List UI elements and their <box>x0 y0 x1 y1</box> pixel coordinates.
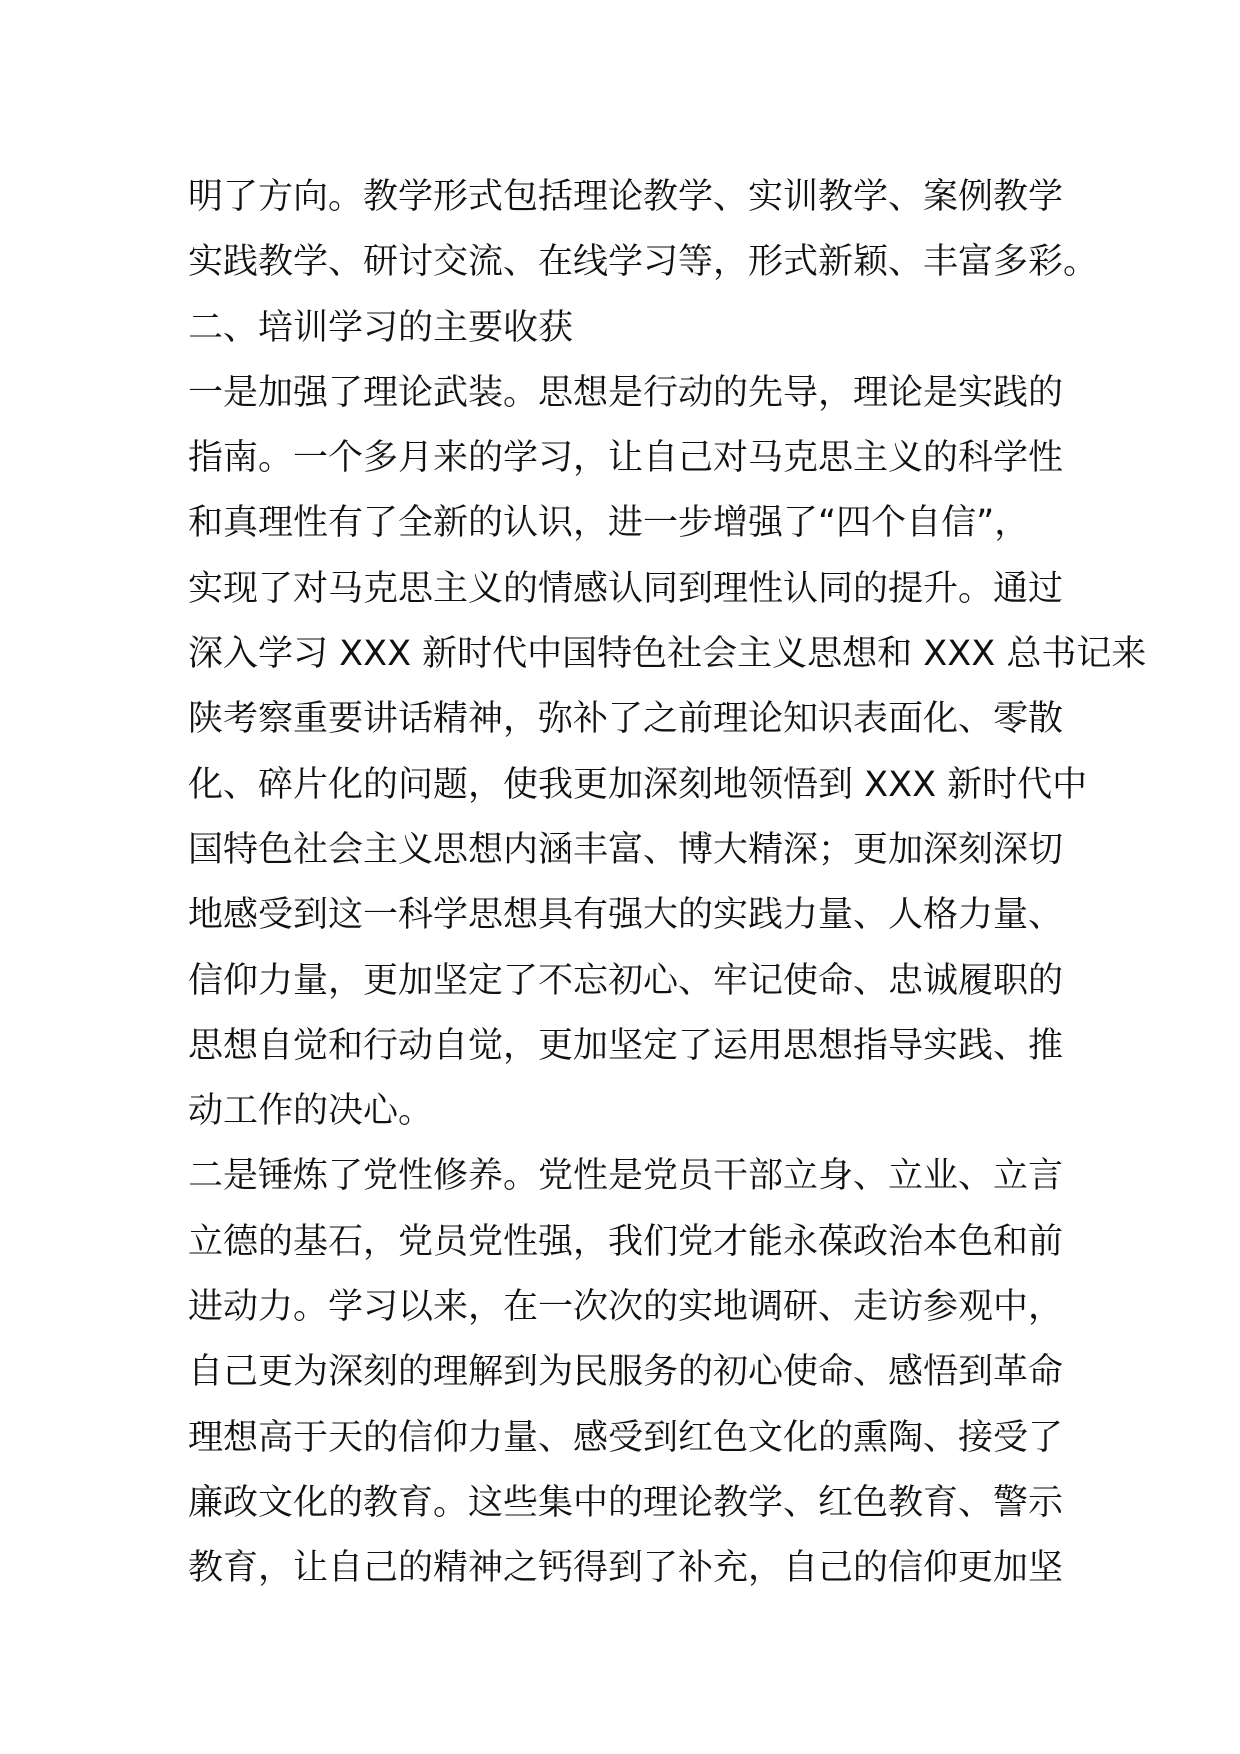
text-line: 信仰力量，更加坚定了不忘初心、牢记使命、忠诚履职的 <box>188 960 1064 1001</box>
text-line: 地感受到这一科学思想具有强大的实践力量、人格力量、 <box>188 895 1064 936</box>
text-line: 进动力。学习以来，在一次次的实地调研、走访参观中， <box>188 1287 1064 1328</box>
text-line: 实践教学、研讨交流、在线学习等，形式新颖、丰富多彩。 <box>188 242 1099 283</box>
text-line: 和真理性有了全新的认识，进一步增强了“四个自信”， <box>188 503 1030 544</box>
text-line: 动工作的决心。 <box>188 1091 434 1132</box>
text-line: 陕考察重要讲话精神，弥补了之前理论知识表面化、零散 <box>188 699 1064 740</box>
text-line: 教育，让自己的精神之钙得到了补充，自己的信仰更加坚 <box>188 1548 1064 1589</box>
text-line: 国特色社会主义思想内涵丰富、博大精深；更加深刻深切 <box>188 829 1064 870</box>
text-line: 理想高于天的信仰力量、感受到红色文化的熏陶、接受了 <box>188 1417 1064 1458</box>
text-line: 自己更为深刻的理解到为民服务的初心使命、感悟到革命 <box>188 1352 1064 1393</box>
text-line: 化、碎片化的问题，使我更加深刻地领悟到 XXX 新时代中 <box>188 764 1088 805</box>
text-line: 廉政文化的教育。这些集中的理论教学、红色教育、警示 <box>188 1482 1064 1523</box>
text-line: 深入学习 XXX 新时代中国特色社会主义思想和 XXX 总书记来 <box>188 634 1147 675</box>
text-line: 思想自觉和行动自觉，更加坚定了运用思想指导实践、推 <box>188 1025 1064 1066</box>
text-line: 立德的基石，党员党性强，我们党才能永葆政治本色和前 <box>188 1221 1064 1262</box>
text-line: 明了方向。教学形式包括理论教学、实训教学、案例教学 <box>188 177 1064 217</box>
text-line: 指南。一个多月来的学习，让自己对马克思主义的科学性 <box>188 438 1064 479</box>
text-line: 实现了对马克思主义的情感认同到理性认同的提升。通过 <box>188 568 1064 609</box>
section-heading: 二、培训学习的主要收获 <box>188 307 574 348</box>
text-line: 一是加强了理论武装。思想是行动的先导，理论是实践的 <box>188 372 1064 413</box>
body-text <box>188 165 1147 1602</box>
text-line: 二是锤炼了党性修养。党性是党员干部立身、立业、立言 <box>188 1156 1064 1197</box>
